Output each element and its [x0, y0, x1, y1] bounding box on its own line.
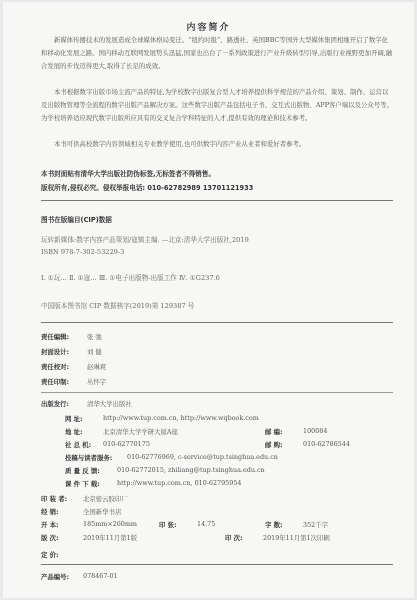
cip-heading: 图书在版编目(CIP)数据 — [41, 216, 112, 224]
mail-order-label: 邮 购: — [265, 441, 283, 449]
divider — [41, 564, 393, 565]
address-label: 地 址: — [65, 428, 83, 436]
anti-fake-notice: 本书封面贴有清华大学出版社防伪标签,无标签者不得销售。 — [41, 170, 215, 178]
divider — [41, 200, 393, 201]
divider — [41, 322, 393, 323]
word-count-value: 352千字 — [303, 521, 328, 529]
contribution-label: 投稿与读者服务: — [65, 454, 113, 462]
courseware-label: 课 件 下 载: — [65, 480, 100, 488]
word-count-label: 字 数: — [265, 521, 283, 529]
printing-value: 2019年11月第1次印刷 — [263, 534, 330, 542]
proofreader-name: 赵琳爽 — [87, 363, 107, 371]
sheets-label: 印 张: — [159, 521, 177, 529]
rights-notice: 版权所有,侵权必究。侵权举报电话: 010-62782989 13701121933 — [41, 184, 254, 192]
mail-order-value: 010-62786544 — [303, 440, 350, 448]
quality-feedback-label: 质 量 反 馈: — [65, 467, 100, 475]
print-supervisor-label: 责任印制: — [41, 378, 70, 386]
contribution-value: 010-62776969, c-service@tup.tsinghua.edu.cn — [127, 453, 278, 461]
website-label: 网 址: — [65, 415, 83, 423]
cip-data-number: 中国版本图书馆 CIP 数据核字(2019)第 129387 号 — [41, 302, 195, 310]
proofreader-label: 责任校对: — [41, 363, 70, 371]
zip-value: 100084 — [303, 427, 328, 435]
price-label: 定 价: — [41, 551, 59, 559]
summary-paragraph-2: 本书根据数字出版市场主流产品的特征,为学校数字出版复合型人才培养提供科学规范的产品介绍、策划、制作、运营以及出版物管理等全流程的数字出版产品解决方案。这些数字出版产品包括电子书、交互式出版物、APP客户端以及公众号等。为学校培养适应现代数字出版所应具有的交叉复合学科特征的人才,提供有效的理论和技术参考。 — [41, 88, 393, 122]
distributor-label: 经 销: — [41, 508, 59, 516]
edition-label: 版 次: — [41, 534, 59, 542]
copyright-page — [3, 2, 414, 598]
print-supervisor-name: 丛怀宇 — [87, 378, 107, 386]
editor-label: 责任编辑: — [41, 333, 70, 341]
courseware-value: http://www.tup.com.cn, 010-62795954 — [117, 479, 242, 487]
edition-value: 2019年11月第1版 — [83, 534, 138, 542]
address-value: 北京清华大学学研大厦A座 — [103, 428, 178, 436]
summary-title: 内容简介 — [186, 23, 231, 33]
distributor-value: 全国新华书店 — [83, 508, 122, 516]
printer-label: 印 装 者: — [41, 495, 68, 503]
publisher-name: 清华大学出版社 — [87, 400, 132, 408]
quality-feedback-value: 010-62772015, zhiliang@tup.tsinghua.edu.cn — [117, 466, 265, 474]
cover-design-name: 刘 健 — [87, 348, 102, 356]
summary-paragraph-1: 新媒体传播技术的发展造成全球媒体格局变迁。“纽约时报”、路透社、英国BBC等国外大型媒体集团相继开启了数字化和移动化发展之路。国内移动互联网发展势头迅猛,国家也出台了一系列政策进行产业升级转型引导,出版行业视野更加开阔,融合发展的步伐迈得更大,取得了长足的成效。 — [41, 36, 393, 70]
sheets-value: 14.75 — [197, 520, 216, 528]
editor-name: 张 弛 — [87, 333, 102, 341]
switchboard-value: 010-62770175 — [103, 440, 150, 448]
switchboard-label: 社 总 机: — [65, 441, 92, 449]
product-number-label: 产品编号: — [41, 573, 70, 581]
cip-line-1: 玩转新媒体:数字内容产品策划/寇镇主编. —北京:清华大学出版社,2019 — [41, 236, 249, 244]
cover-design-label: 封面设计: — [41, 348, 70, 356]
publisher-label: 出版发行: — [41, 400, 70, 408]
cip-classification: Ⅰ. ①玩… Ⅱ. ①寇… Ⅲ. ①电子出版物-出版工作 Ⅳ. ①G237.6 — [41, 274, 220, 282]
website-value: http://www.tup.com.cn, http://www.wqbook.com — [103, 414, 259, 422]
divider — [41, 392, 393, 393]
printing-label: 印 次: — [225, 534, 243, 542]
cip-isbn: ISBN 978-7-302-53229-3 — [41, 248, 125, 256]
product-number-value: 078467-01 — [83, 572, 118, 580]
format-value: 185mm×260mm — [83, 520, 137, 528]
printer-value: 北京密云胶印厂 — [83, 495, 128, 503]
format-label: 开 本: — [41, 521, 59, 529]
zip-label: 邮 编: — [265, 428, 283, 436]
summary-paragraph-3: 本书可供高校数字内容领域相关专业教学使用,也可供数字内容产业从业者和爱好者参考。 — [54, 140, 306, 148]
